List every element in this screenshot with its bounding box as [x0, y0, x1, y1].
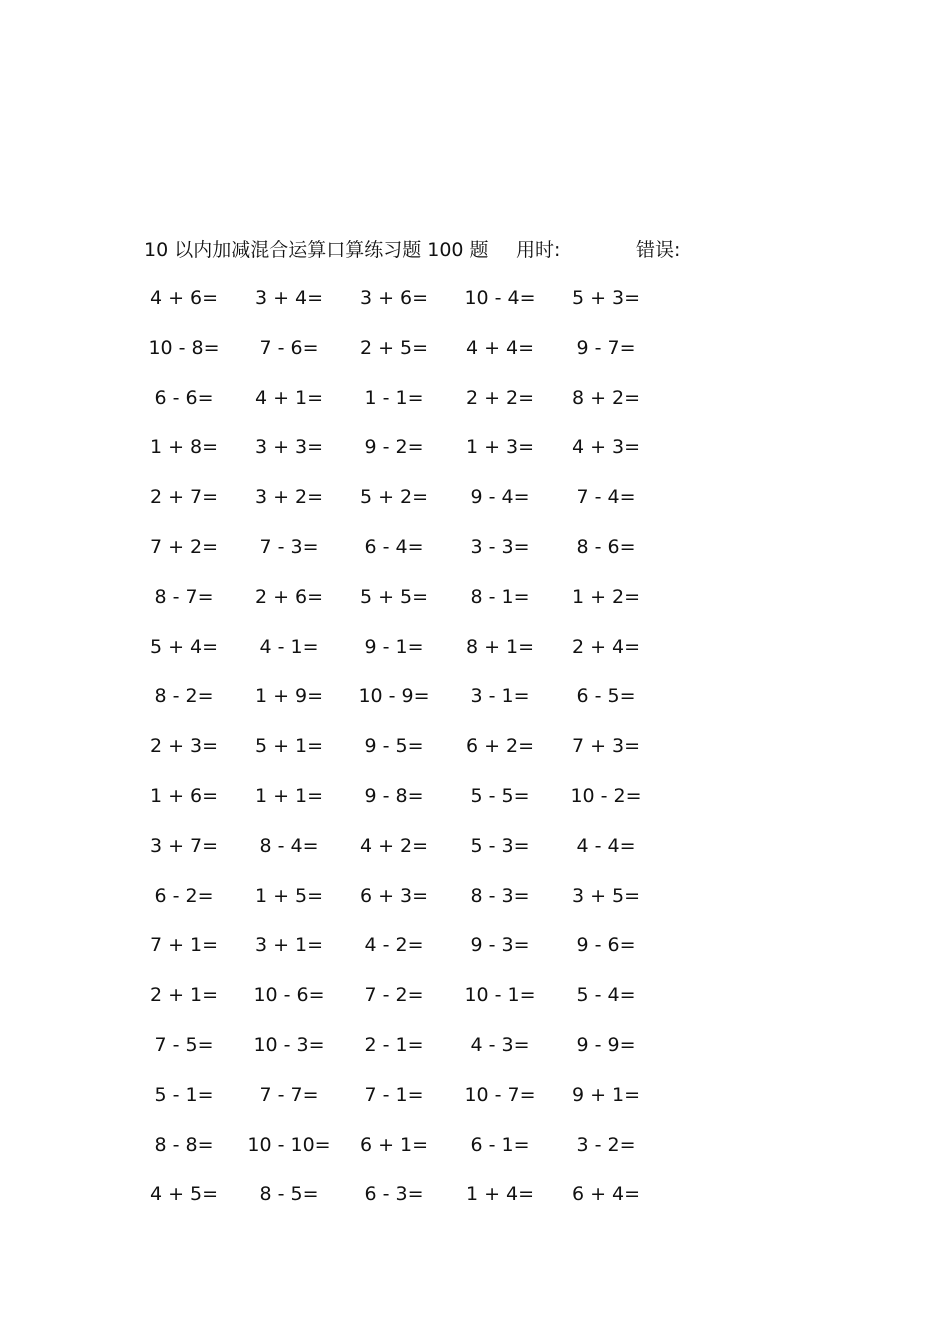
arithmetic-problem: 2 + 7= [149, 486, 219, 509]
arithmetic-problem: 4 + 6= [149, 287, 219, 309]
problem-row [0, 1031, 950, 1081]
arithmetic-problem: 7 - 3= [259, 535, 319, 558]
problem-row [0, 981, 950, 1031]
arithmetic-problem: 8 - 7= [154, 585, 214, 608]
problem-row [0, 1131, 950, 1181]
arithmetic-problem: 3 - 3= [470, 535, 530, 558]
arithmetic-problem: 9 - 6= [576, 934, 636, 957]
problem-row [0, 384, 950, 434]
arithmetic-problem: 6 + 2= [465, 735, 535, 758]
arithmetic-problem: 7 + 3= [571, 735, 641, 758]
problem-row [0, 1081, 950, 1131]
arithmetic-problem: 10 - 2= [570, 784, 642, 807]
worksheet-title: 10 以内加减混合运算口算练习题 100 题 [144, 239, 489, 261]
arithmetic-problem: 8 - 6= [576, 535, 636, 558]
problem-row [0, 334, 950, 384]
arithmetic-problem: 6 + 3= [359, 884, 429, 907]
arithmetic-problem: 6 - 4= [364, 535, 424, 558]
arithmetic-problem: 3 + 3= [254, 436, 324, 459]
problem-row [0, 633, 950, 683]
arithmetic-problem: 8 - 3= [470, 884, 530, 907]
arithmetic-problem: 6 + 1= [359, 1133, 429, 1156]
arithmetic-problem: 6 - 6= [154, 386, 214, 409]
arithmetic-problem: 6 - 2= [154, 884, 214, 907]
arithmetic-problem: 8 + 2= [571, 386, 641, 409]
problem-row [0, 533, 950, 583]
arithmetic-problem: 10 - 10= [247, 1133, 331, 1156]
arithmetic-problem: 7 - 7= [259, 1083, 319, 1106]
arithmetic-problem: 4 - 2= [364, 934, 424, 957]
arithmetic-problem: 3 + 2= [254, 486, 324, 509]
arithmetic-problem: 10 - 4= [464, 287, 536, 309]
arithmetic-problem: 1 + 1= [254, 784, 324, 807]
arithmetic-problem: 5 + 2= [359, 486, 429, 509]
arithmetic-problem: 1 + 8= [149, 436, 219, 459]
arithmetic-problem: 9 - 5= [364, 735, 424, 758]
arithmetic-problem: 5 - 4= [576, 984, 636, 1007]
arithmetic-problem: 10 - 9= [358, 685, 430, 708]
arithmetic-problem: 2 - 1= [364, 1033, 424, 1056]
arithmetic-problem: 2 + 3= [149, 735, 219, 758]
time-label: 用时: [516, 239, 561, 261]
problem-row [0, 284, 950, 334]
arithmetic-problem: 7 + 1= [149, 934, 219, 957]
arithmetic-problem: 1 + 3= [465, 436, 535, 459]
arithmetic-problem: 10 - 1= [464, 984, 536, 1007]
arithmetic-problem: 10 - 8= [148, 336, 220, 359]
arithmetic-problem: 3 - 2= [576, 1133, 636, 1156]
problem-row [0, 1180, 950, 1230]
problem-row [0, 433, 950, 483]
worksheet-header [144, 236, 764, 264]
arithmetic-problem: 2 + 4= [571, 635, 641, 658]
arithmetic-problem: 4 - 1= [259, 635, 319, 658]
arithmetic-problem: 9 - 8= [364, 784, 424, 807]
arithmetic-problem: 2 + 1= [149, 984, 219, 1007]
arithmetic-problem: 4 + 5= [149, 1183, 219, 1206]
arithmetic-problem: 4 + 2= [359, 834, 429, 857]
arithmetic-problem: 1 + 6= [149, 784, 219, 807]
arithmetic-problem: 8 + 1= [465, 635, 535, 658]
arithmetic-problem: 9 - 1= [364, 635, 424, 658]
arithmetic-problem: 10 - 3= [253, 1033, 325, 1056]
arithmetic-problem: 5 + 4= [149, 635, 219, 658]
problem-row [0, 732, 950, 782]
arithmetic-problem: 8 - 1= [470, 585, 530, 608]
arithmetic-problem: 10 - 7= [464, 1083, 536, 1106]
arithmetic-problem: 7 - 1= [364, 1083, 424, 1106]
problem-row [0, 882, 950, 932]
problem-row [0, 782, 950, 832]
arithmetic-problem: 4 + 4= [465, 336, 535, 359]
arithmetic-problem: 3 + 4= [254, 287, 324, 309]
arithmetic-problem: 4 + 3= [571, 436, 641, 459]
arithmetic-problem: 9 - 7= [576, 336, 636, 359]
arithmetic-problem: 7 - 6= [259, 336, 319, 359]
arithmetic-problem: 2 + 5= [359, 336, 429, 359]
arithmetic-problem: 9 + 1= [571, 1083, 641, 1106]
arithmetic-problem: 1 + 2= [571, 585, 641, 608]
arithmetic-problem: 10 - 6= [253, 984, 325, 1007]
arithmetic-problem: 9 - 2= [364, 436, 424, 459]
arithmetic-problem: 3 + 7= [149, 834, 219, 857]
arithmetic-problem: 7 - 2= [364, 984, 424, 1007]
arithmetic-problem: 5 - 1= [154, 1083, 214, 1106]
arithmetic-problem: 1 + 5= [254, 884, 324, 907]
problem-grid [0, 284, 950, 1230]
arithmetic-problem: 2 + 2= [465, 386, 535, 409]
arithmetic-problem: 1 - 1= [364, 386, 424, 409]
arithmetic-problem: 6 - 5= [576, 685, 636, 708]
arithmetic-problem: 5 + 3= [571, 287, 641, 309]
arithmetic-problem: 7 - 4= [576, 486, 636, 509]
problem-row [0, 583, 950, 633]
arithmetic-problem: 6 - 1= [470, 1133, 530, 1156]
arithmetic-problem: 7 + 2= [149, 535, 219, 558]
arithmetic-problem: 8 - 5= [259, 1183, 319, 1206]
arithmetic-problem: 1 + 4= [465, 1183, 535, 1206]
problem-row [0, 832, 950, 882]
arithmetic-problem: 5 - 5= [470, 784, 530, 807]
arithmetic-problem: 4 - 4= [576, 834, 636, 857]
problem-row [0, 682, 950, 732]
arithmetic-problem: 8 - 2= [154, 685, 214, 708]
arithmetic-problem: 5 - 3= [470, 834, 530, 857]
arithmetic-problem: 9 - 3= [470, 934, 530, 957]
arithmetic-problem: 8 - 8= [154, 1133, 214, 1156]
arithmetic-problem: 3 - 1= [470, 685, 530, 708]
arithmetic-problem: 9 - 4= [470, 486, 530, 509]
arithmetic-problem: 4 + 1= [254, 386, 324, 409]
arithmetic-problem: 5 + 5= [359, 585, 429, 608]
arithmetic-problem: 8 - 4= [259, 834, 319, 857]
arithmetic-problem: 4 - 3= [470, 1033, 530, 1056]
errors-label: 错误: [636, 239, 681, 261]
arithmetic-problem: 3 + 1= [254, 934, 324, 957]
arithmetic-problem: 9 - 9= [576, 1033, 636, 1056]
arithmetic-problem: 6 + 4= [571, 1183, 641, 1206]
arithmetic-problem: 1 + 9= [254, 685, 324, 708]
arithmetic-problem: 3 + 6= [359, 287, 429, 309]
arithmetic-problem: 6 - 3= [364, 1183, 424, 1206]
arithmetic-problem: 7 - 5= [154, 1033, 214, 1056]
arithmetic-problem: 5 + 1= [254, 735, 324, 758]
problem-row [0, 483, 950, 533]
arithmetic-problem: 3 + 5= [571, 884, 641, 907]
problem-row [0, 931, 950, 981]
arithmetic-problem: 2 + 6= [254, 585, 324, 608]
